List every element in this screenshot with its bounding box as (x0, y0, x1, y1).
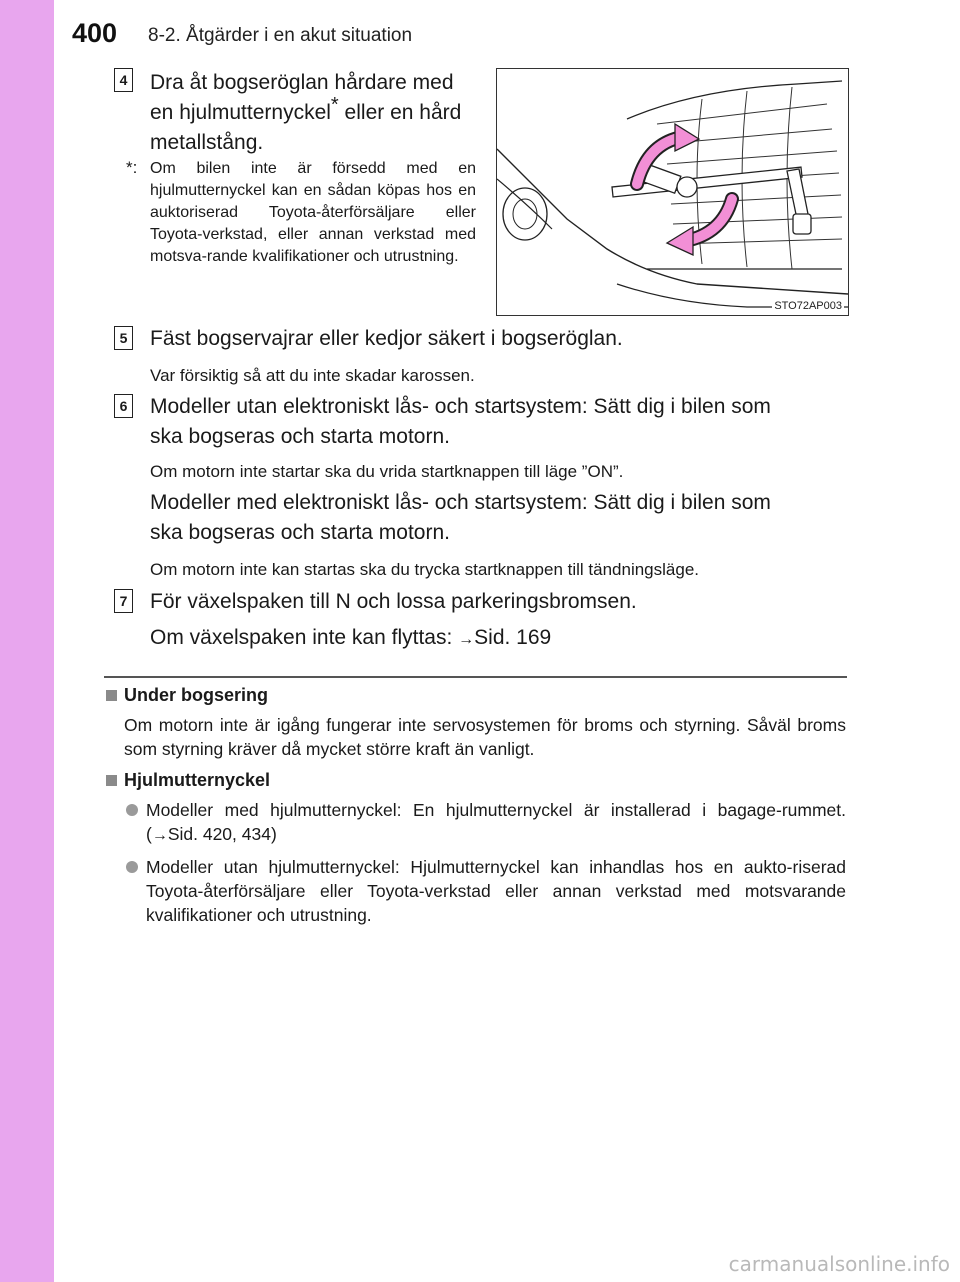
step4-line3: metallstång. (150, 131, 264, 154)
step4-line2b: eller en hård (338, 101, 462, 124)
step6-b-subtext: Om motorn inte kan startas ska du trycka startknappen till tändningsläge. (150, 560, 699, 579)
wrench-item-1-text: Modeller med hjulmutternyckel: En hjulmutternyckel är installerad i bagage-rummet. ( (146, 800, 846, 844)
step7-line2-text: Om växelspaken inte kan flyttas: (150, 626, 459, 649)
step7-line1: För växelspaken till N och lossa parkeringsbromsen. (150, 590, 637, 613)
wrench-heading: Hjulmutternyckel (124, 770, 271, 790)
square-bullet-icon (106, 775, 117, 786)
step6-a-line2: ska bogseras och starta motorn. (150, 425, 450, 448)
footnote-mark: *: (126, 158, 138, 177)
towing-eyelet-illustration (496, 68, 849, 316)
illustration-svg (497, 69, 848, 315)
wrench-item-1 (146, 798, 846, 848)
step-number-7: 7 (114, 589, 133, 613)
step4-line2 (150, 94, 480, 128)
footnote-text: Om bilen inte är försedd med en hjulmutternyckel kan en sådan köpas hos en auktoriserad Toyota-återförsäljare eller Toyota-verkstad, eller annan verkstad med motsva-rande kvalifikationer och utrustning. (150, 160, 476, 265)
step-number-5: 5 (114, 326, 133, 350)
step6-a-line1: Modeller utan elektroniskt lås- och startsystem: Sätt dig i bilen som (150, 395, 771, 418)
wrench-item-1-page-reference[interactable]: Sid. 420, 434) (167, 824, 277, 844)
step5-subtext: Var försiktig så att du inte skadar karossen. (150, 366, 475, 385)
step4-text (150, 68, 480, 158)
step-number-4: 4 (114, 68, 133, 92)
step-number-6: 6 (114, 394, 133, 418)
step4-line2a: en hjulmutternyckel (150, 101, 331, 124)
wrench-item-2: Modeller utan hjulmutternyckel: Hjulmutternyckel kan inhandlas hos en aukto-riserad Toyota-återförsäljare eller Toyota-verkstad eller annan verkstad med motsvarande kvalifikationer och utrustning. (146, 857, 846, 925)
chapter-sidebar (0, 0, 54, 1282)
step4-line1: Dra åt bogseröglan hårdare med (150, 71, 454, 94)
section-divider (104, 676, 847, 678)
round-bullet-icon (126, 804, 138, 816)
step6-a-subtext: Om motorn inte startar ska du vrida startknappen till läge ”ON”. (150, 462, 624, 481)
page-number: 400 (72, 18, 118, 48)
step6-b-line2: ska bogseras och starta motorn. (150, 521, 450, 544)
section-title: 8-2. Åtgärder i en akut situation (148, 25, 413, 46)
towing-text: Om motorn inte är igång fungerar inte servosystemen för broms och styrning. Såväl broms som styrning kräver då mycket större kraft än vanligt. (124, 715, 846, 759)
asterisk-mark: * (330, 94, 339, 116)
reference-arrow-icon: → (151, 827, 168, 844)
round-bullet-icon (126, 861, 138, 873)
watermark: carmanualsonline.info (728, 1252, 950, 1276)
step5-text: Fäst bogservajrar eller kedjor säkert i bogseröglan. (150, 327, 623, 350)
square-bullet-icon (106, 690, 117, 701)
step7-line2 (150, 623, 551, 655)
step7-page-reference[interactable]: Sid. 169 (474, 626, 552, 649)
step6-b-line1: Modeller med elektroniskt lås- och startsystem: Sätt dig i bilen som (150, 491, 771, 514)
figure-code: STO72AP003 (774, 300, 842, 312)
towing-heading: Under bogsering (124, 685, 269, 705)
reference-arrow-icon: → (458, 631, 475, 648)
